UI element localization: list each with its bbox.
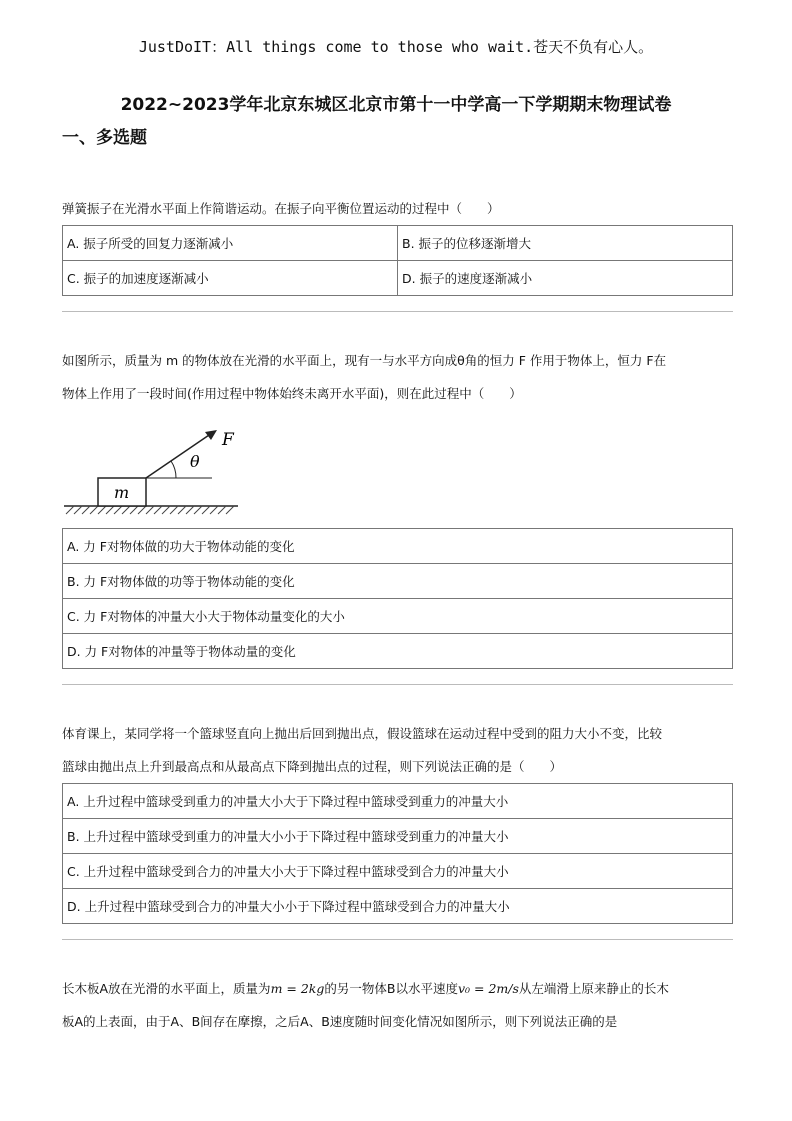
- question-2-options: [62, 528, 733, 669]
- question-divider: [62, 311, 733, 312]
- question-3-stem-line-1: 体育课上，某同学将一个篮球竖直向上抛出后回到抛出点，假设篮球在运动过程中受到的阻力大小不变，比较: [62, 726, 663, 741]
- force-arrow: [146, 433, 212, 478]
- option-d[interactable]: D. 力 F对物体的冲量等于物体动量的变化: [63, 634, 733, 669]
- ground-hatching: [66, 506, 234, 514]
- question-2-stem-line-1: 如图所示，质量为 m 的物体放在光滑的水平面上，现有一与水平方向成θ角的恒力 F 作用于物体上，恒力 F在: [62, 353, 667, 368]
- option-c[interactable]: C. 上升过程中篮球受到合力的冲量大小大于下降过程中篮球受到合力的冲量大小: [63, 854, 733, 889]
- page-motto: JustDoIT：All things come to those who wait.苍天不负有心人。: [138, 38, 654, 56]
- question-3-stem-line-2: 篮球由抛出点上升到最高点和从最高点下降到抛出点的过程，则下列说法正确的是（ ）: [62, 759, 563, 774]
- section-heading: 一、多选题: [62, 128, 147, 148]
- stem-text: 从左端滑上原来静止的长木: [518, 981, 669, 996]
- option-b[interactable]: B. 上升过程中篮球受到重力的冲量大小小于下降过程中篮球受到重力的冲量大小: [63, 819, 733, 854]
- stem-text: 长木板A放在光滑的水平面上，质量为: [62, 981, 271, 996]
- question-2-stem-line-2: 物体上作用了一段时间(作用过程中物体始终未离开水平面)，则在此过程中（ ）: [62, 386, 522, 401]
- velocity-expression: v₀ = 2m/s: [457, 981, 519, 996]
- mass-label: m: [114, 483, 130, 502]
- force-diagram: [62, 420, 242, 520]
- question-4-stem: [62, 972, 734, 1038]
- angle-arc: [171, 461, 176, 478]
- question-1-options: [62, 225, 733, 296]
- exam-title: 2022~2023学年北京东城区北京市第十一中学高一下学期期末物理试卷: [120, 95, 672, 115]
- angle-label: θ: [190, 452, 200, 471]
- question-4-stem-line-1: [62, 972, 734, 1005]
- option-a[interactable]: A. 上升过程中篮球受到重力的冲量大小大于下降过程中篮球受到重力的冲量大小: [63, 784, 733, 819]
- option-c[interactable]: C. 振子的加速度逐渐减小: [63, 261, 398, 296]
- question-divider: [62, 939, 733, 940]
- force-label: F: [222, 430, 234, 450]
- option-b[interactable]: B. 振子的位移逐渐增大: [398, 226, 733, 261]
- option-d[interactable]: D. 上升过程中篮球受到合力的冲量大小小于下降过程中篮球受到合力的冲量大小: [63, 889, 733, 924]
- question-2-stem: [62, 344, 734, 410]
- force-arrowhead: [205, 430, 217, 440]
- option-d[interactable]: D. 振子的速度逐渐减小: [398, 261, 733, 296]
- question-3-stem: [62, 717, 734, 783]
- mass-expression: m = 2kg: [270, 981, 325, 996]
- option-a[interactable]: A. 振子所受的回复力逐渐减小: [63, 226, 398, 261]
- option-c[interactable]: C. 力 F对物体的冲量大小大于物体动量变化的大小: [63, 599, 733, 634]
- question-1-stem: 弹簧振子在光滑水平面上作简谐运动。在振子向平衡位置运动的过程中（ ）: [62, 201, 500, 216]
- option-b[interactable]: B. 力 F对物体做的功等于物体动能的变化: [63, 564, 733, 599]
- question-3-options: [62, 783, 733, 924]
- question-4-stem-line-2: 板A的上表面，由于A、B间存在摩擦，之后A、B速度随时间变化情况如图所示，则下列说法正确的是: [62, 1014, 618, 1029]
- stem-text: 的另一物体B以水平速度: [324, 981, 458, 996]
- question-divider: [62, 684, 733, 685]
- option-a[interactable]: A. 力 F对物体做的功大于物体动能的变化: [63, 529, 733, 564]
